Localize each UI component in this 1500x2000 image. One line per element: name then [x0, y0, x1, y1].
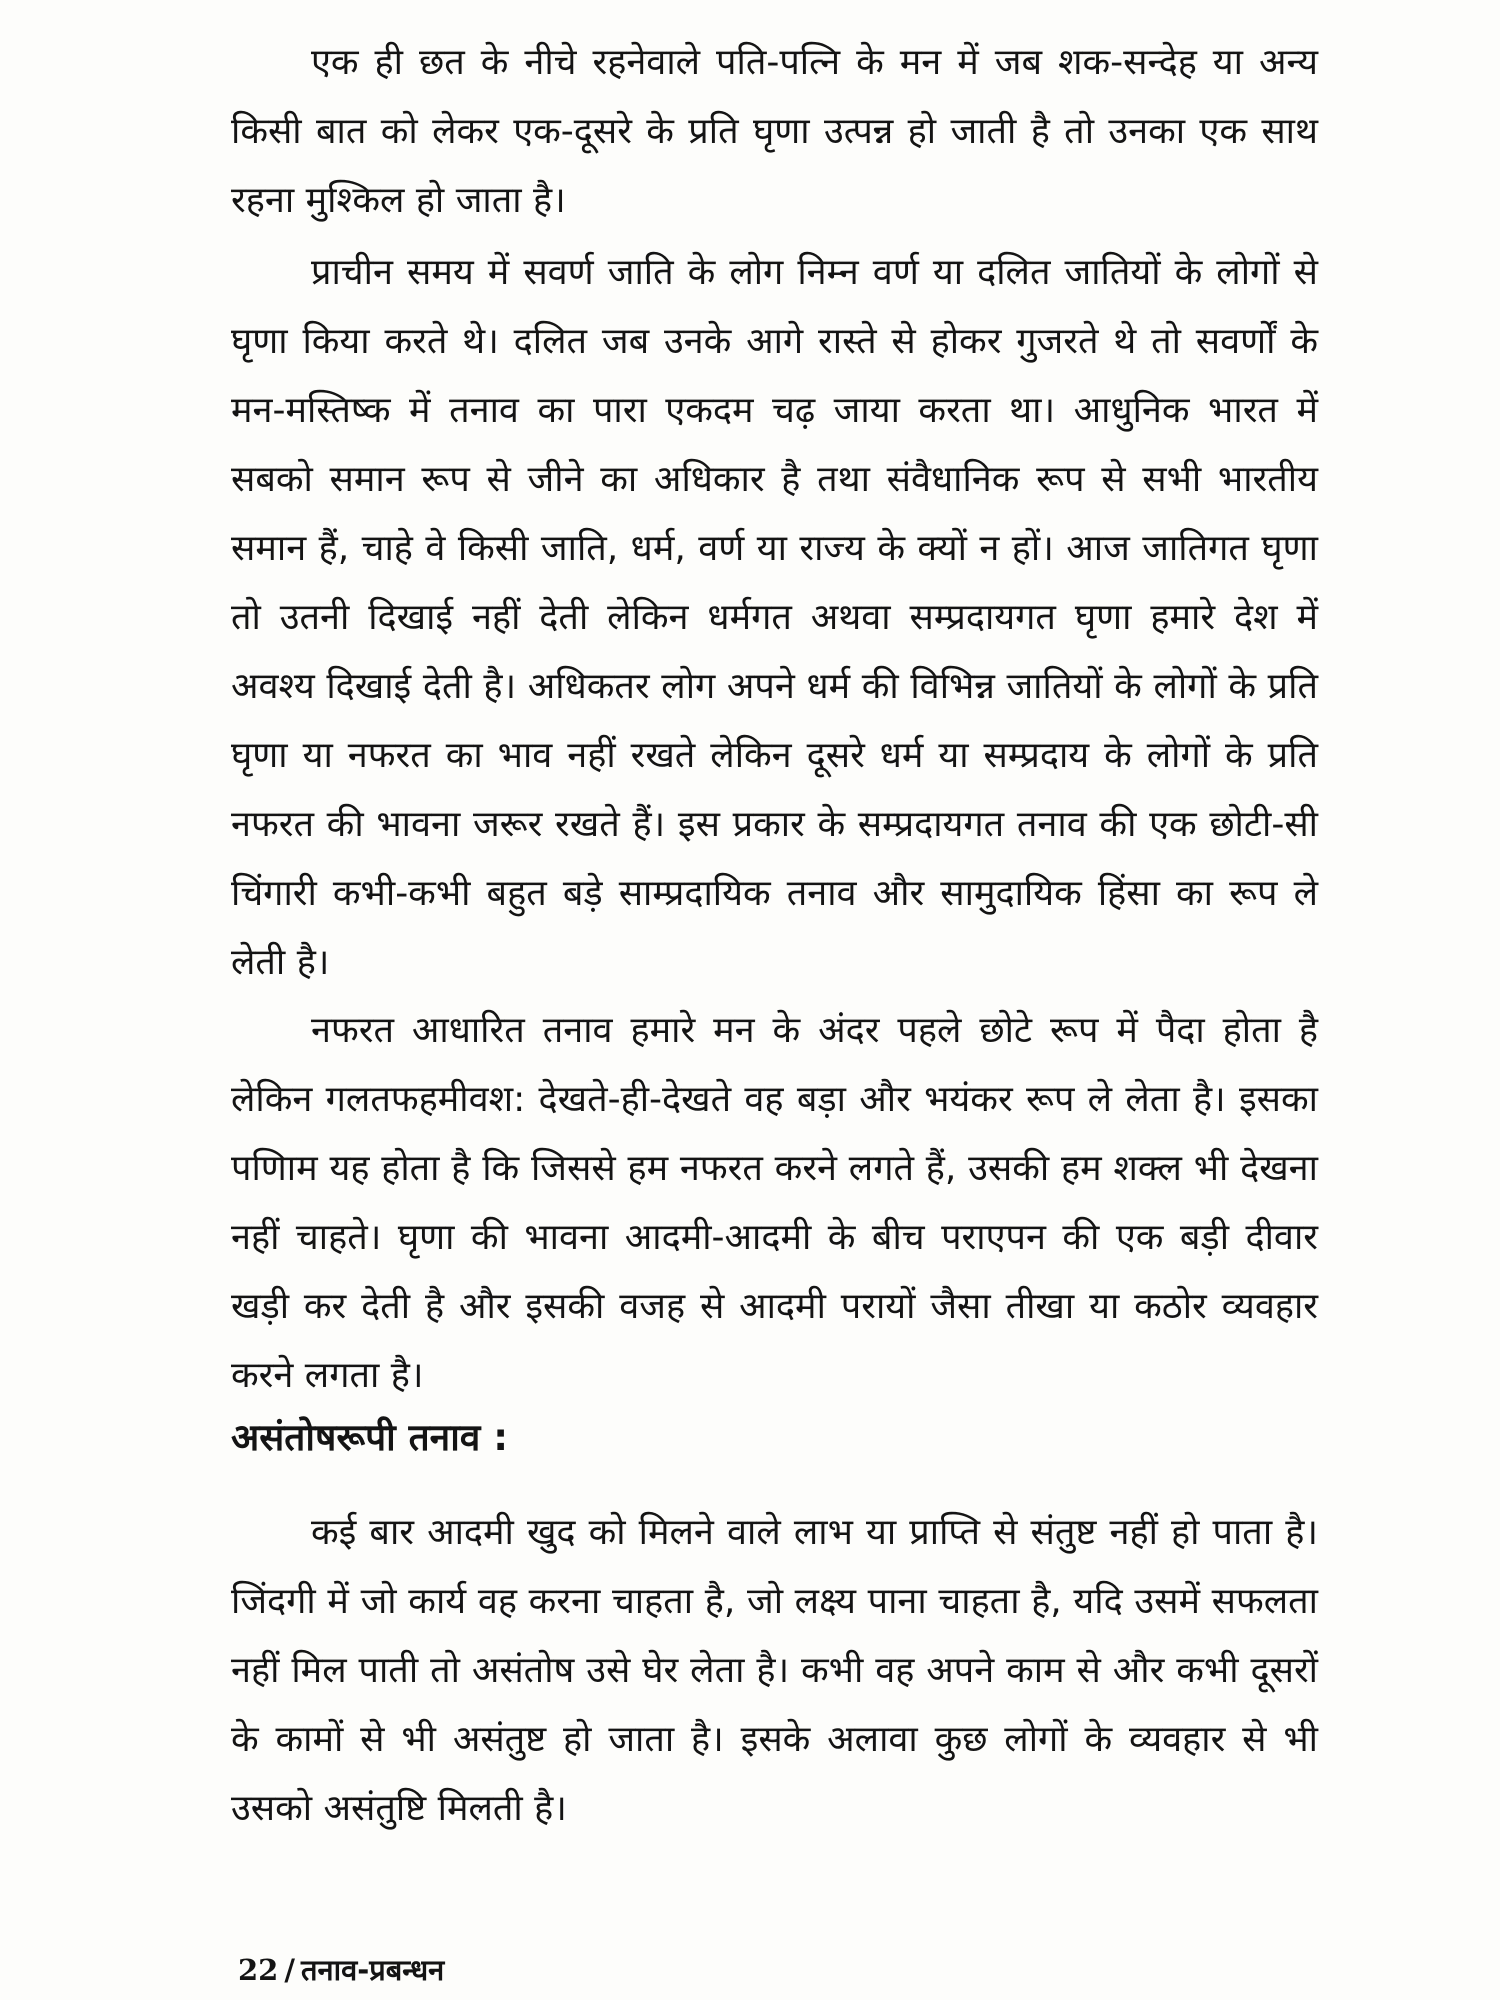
body-paragraph-1: एक ही छत के नीचे रहनेवाले पति-पत्नि के मन में जब शक-सन्देह या अन्य किसी बात को लेकर एक-दूसरे के प्रति घृणा उत्पन्न हो जाती है तो उनका एक साथ रहना मुश्किल हो जाता है।	[231, 42, 1318, 221]
running-title: तनाव-प्रबन्धन	[300, 1953, 445, 1987]
page-footer	[238, 1952, 444, 1989]
page-number: 22	[238, 1953, 279, 1987]
body-paragraph-3: नफरत आधारित तनाव हमारे मन के अंदर पहले छोटे रूप में पैदा होता है लेकिन गलतफहमीवश: देखते-ही-देखते वह बड़ा और भयंकर रूप ले लेता है। इसका पणिाम यह होता है कि जिससे हम नफरत करने लगते हैं, उसकी हम शक्ल भी देखना नहीं चाहते। घृणा की भावना आदमी-आदमी के बीच पराएपन की एक बड़ी दीवार खड़ी कर देती है और इसकी वजह से आदमी परायों जैसा तीखा या कठोर व्यवहार करने लगता है।	[231, 1010, 1318, 1396]
footer-separator: /	[284, 1953, 295, 1987]
body-paragraph-2: प्राचीन समय में सवर्ण जाति के लोग निम्न वर्ण या दलित जातियों के लोगों से घृणा किया करते थे। दलित जब उनके आगे रास्ते से होकर गुजरते थे तो सवर्णों के मन-मस्तिष्क में तनाव का पारा एकदम चढ़ जाया करता था। आधुनिक भारत में सबको समान रूप से जीने का अधिकार है तथा संवैधानिक रूप से सभी भारतीय समान हैं, चाहे वे किसी जाति, धर्म, वर्ण या राज्य के क्यों न हों। आज जातिगत घृणा तो उतनी दिखाई नहीं देती लेकिन धर्मगत अथवा सम्प्रदायगत घृणा हमारे देश में अवश्य दिखाई देती है। अधिकतर लोग अपने धर्म की विभिन्न जातियों के लोगों के प्रति घृणा या नफरत का भाव नहीं रखते लेकिन दूसरे धर्म या सम्प्रदाय के लोगों के प्रति नफरत की भावना जरूर रखते हैं। इस प्रकार के सम्प्रदायगत तनाव की एक छोटी-सी चिंगारी कभी-कभी बहुत बड़े साम्प्रदायिक तनाव और सामुदायिक हिंसा का रूप ले लेती है।	[231, 252, 1318, 983]
section-heading: असंतोषरूपी तनाव :	[231, 1416, 509, 1459]
body-paragraph-4: कई बार आदमी खुद को मिलने वाले लाभ या प्राप्ति से संतुष्ट नहीं हो पाता है। जिंदगी में जो कार्य वह करना चाहता है, जो लक्ष्य पाना चाहता है, यदि उसमें सफलता नहीं मिल पाती तो असंतोष उसे घेर लेता है। कभी वह अपने काम से और कभी दूसरों के कामों से भी असंतुष्ट हो जाता है। इसके अलावा कुछ लोगों के व्यवहार से भी उसको असंतुष्टि मिलती है।	[231, 1512, 1318, 1829]
